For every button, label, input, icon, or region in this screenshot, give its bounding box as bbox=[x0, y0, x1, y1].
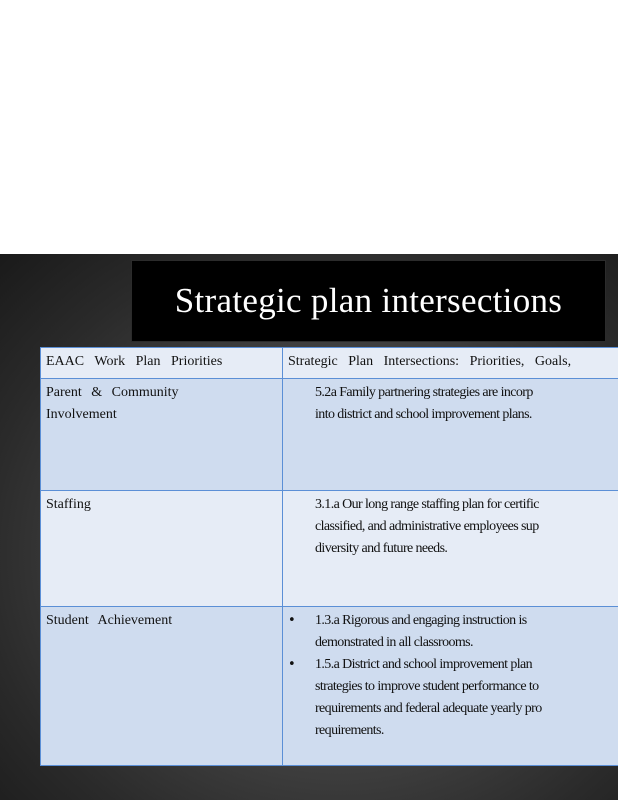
list-item bbox=[288, 610, 618, 632]
list-item bbox=[288, 382, 618, 404]
table-header-row bbox=[41, 348, 618, 379]
item-text-line2: strategies to improve student performance to bbox=[315, 679, 539, 694]
slide-title: Strategic plan intersections bbox=[174, 281, 563, 320]
header-cell-intersections: Strategic Plan Intersections: Priorities, Goals, bbox=[283, 348, 618, 379]
intersection-cell bbox=[283, 607, 618, 766]
intersection-cell bbox=[283, 379, 618, 491]
item-text-line1: 1.3.a Rigorous and engaging instruction is bbox=[315, 613, 527, 628]
row-label-line2: Involvement bbox=[46, 407, 117, 422]
row-label: Student Achievement bbox=[46, 613, 173, 628]
bullet-icon bbox=[288, 494, 315, 516]
item-text-line1: 1.5.a District and school improvement plan bbox=[315, 657, 533, 672]
bullet-icon: • bbox=[288, 613, 296, 628]
item-text-line2: demonstrated in all classrooms. bbox=[315, 635, 473, 650]
list-item bbox=[288, 494, 618, 516]
item-text-line3: requirements and federal adequate yearly pro bbox=[315, 701, 542, 716]
row-label-cell bbox=[41, 379, 283, 491]
row-label-cell bbox=[41, 491, 283, 607]
table-row bbox=[41, 607, 618, 766]
row-label: Staffing bbox=[46, 497, 91, 512]
row-label-cell bbox=[41, 607, 283, 766]
item-text-line2: classified, and administrative employees sup bbox=[315, 519, 539, 534]
intersections-table bbox=[40, 347, 618, 766]
item-text-line3: diversity and future needs. bbox=[315, 541, 448, 556]
intersection-cell bbox=[283, 491, 618, 607]
row-label: Parent & Community bbox=[46, 385, 179, 400]
item-text-line1: 3.1.a Our long range staffing plan for certific bbox=[315, 497, 539, 512]
bullet-icon bbox=[288, 382, 315, 404]
item-text-line2: into district and school improvement plans. bbox=[315, 407, 532, 422]
slide bbox=[0, 254, 618, 800]
bullet-icon: • bbox=[288, 657, 296, 672]
item-text-line1: 5.2a Family partnering strategies are incorp bbox=[315, 385, 533, 400]
table-row bbox=[41, 491, 618, 607]
title-box bbox=[131, 260, 606, 342]
list-item bbox=[288, 654, 618, 676]
header-cell-priorities: EAAC Work Plan Priorities bbox=[41, 348, 283, 379]
item-text-line4: requirements. bbox=[315, 723, 384, 738]
table-row bbox=[41, 379, 618, 491]
